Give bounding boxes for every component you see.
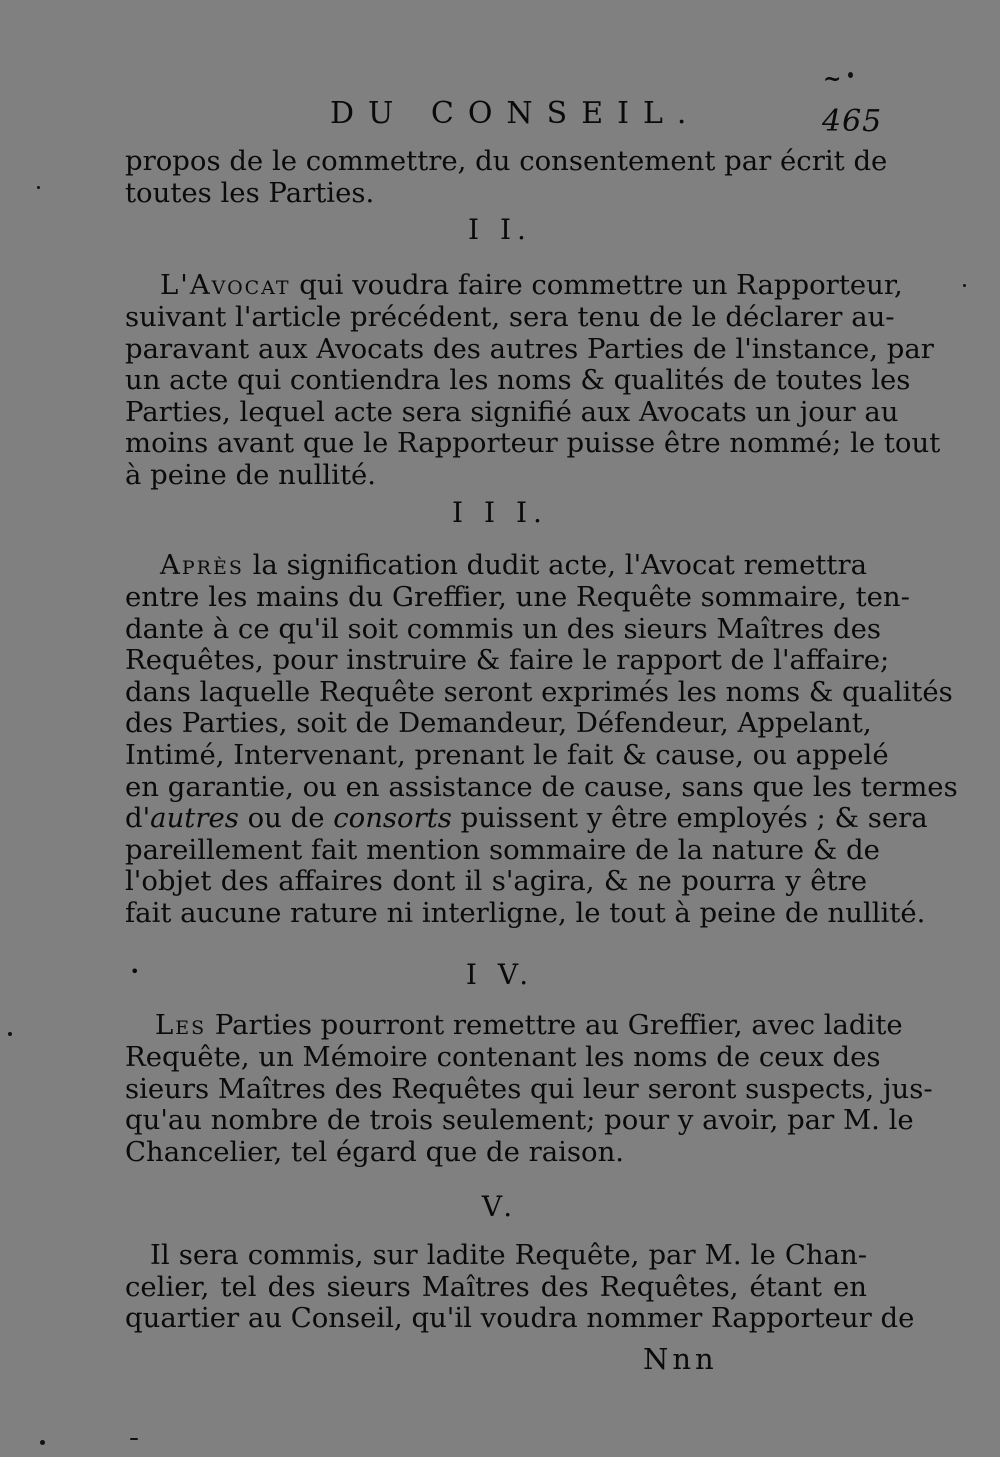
text-line: paravant aux Avocats des autres Parties de l'instance, par (125, 332, 934, 365)
article-paragraph-body (125, 581, 958, 930)
scan-speck (40, 1440, 45, 1445)
text-line: à peine de nullité. (125, 458, 377, 491)
margin-marker: • (130, 962, 140, 981)
text-line: suivant l'article précédent, sera tenu de le déclarer au- (125, 301, 895, 333)
text-line: Parties, lequel acte sera signifié aux Avocats un jour au (125, 395, 899, 428)
article-paragraph (155, 1009, 903, 1042)
text-line: Chancelier, tel égard que de raison. (125, 1135, 625, 1168)
article-numeral: V. (481, 1190, 519, 1223)
scan-speck (8, 1032, 12, 1036)
italic-word: consorts (333, 802, 452, 835)
text-line: dante à ce qu'il soit commis un des sieurs Maîtres des (125, 612, 882, 645)
text-line-italic (125, 802, 928, 835)
scan-speck (963, 284, 966, 287)
text-fragment: d' (125, 802, 151, 835)
text-line: un acte qui contiendra les noms & qualités de toutes les (125, 364, 911, 397)
text-fragment: puissent y être employés ; & sera (451, 802, 928, 835)
text-line: quartier au Conseil, qu'il voudra nommer Rapporteur de (125, 1302, 915, 1335)
italic-word: autres (150, 802, 239, 835)
page-number: 465 (822, 104, 883, 139)
article-paragraph-body (125, 301, 941, 492)
article-paragraph (160, 550, 867, 582)
text-line: qu'au nombre de trois seulement; pour y avoir, par M. le (125, 1104, 914, 1137)
scan-speck (130, 1438, 138, 1440)
article-paragraph (160, 269, 903, 302)
text-line: propos de le commettre, du consentement par écrit de (125, 145, 888, 177)
scan-speck (848, 72, 853, 78)
text-fragment: Parties pourront remettre au Greffier, avec ladite (206, 1009, 903, 1041)
text-fragment: qui voudra faire commettre un Rapporteur, (290, 269, 903, 301)
text-line (155, 1009, 903, 1042)
article-numeral: I V. (465, 958, 535, 991)
text-line: toutes les Parties. (125, 176, 375, 209)
text-line: fait aucune rature ni interligne, le tout à peine de nullité. (125, 896, 926, 929)
text-line: pareillement fait mention sommaire de la nature & de (125, 833, 880, 866)
text-line: dans laquelle Requête seront exprimés les noms & qualités (125, 675, 953, 708)
lead-word: Après (160, 549, 244, 581)
scan-speck (37, 186, 40, 189)
text-line (160, 550, 867, 582)
text-fragment: la signification dudit acte, l'Avocat remettra (243, 549, 867, 581)
text-line: Requêtes, pour instruire & faire le rapport de l'affaire; (125, 644, 890, 677)
text-line: Requête, un Mémoire contenant les noms de ceux des (125, 1041, 881, 1073)
lead-word: L'Avocat (160, 269, 291, 301)
text-line: des Parties, soit de Demandeur, Défendeur, Appelant, (125, 707, 872, 740)
text-line: entre les mains du Greffier, une Requête sommaire, ten- (125, 581, 910, 613)
article-paragraph (125, 1239, 915, 1335)
article-numeral: I I I. (452, 496, 548, 529)
lead-word: Les (155, 1009, 207, 1041)
text-line: Il sera commis, sur ladite Requête, par M. le Chan- (150, 1239, 867, 1271)
article-paragraph-body (125, 1041, 933, 1168)
text-line: celier, tel des sieurs Maîtres des Requêtes, étant en (125, 1270, 867, 1303)
text-line: en garantie, ou en assistance de cause, sans que les termes (125, 770, 958, 803)
text-line (160, 269, 903, 302)
text-line: moins avant que le Rapporteur puisse être nommé; le tout (125, 427, 941, 460)
text-line: Intimé, Intervenant, prenant le fait & cause, ou appelé (125, 738, 889, 771)
text-line: l'objet des affaires dont il s'agira, & ne pourra y être (125, 865, 867, 898)
running-title: DU CONSEIL. (330, 96, 701, 131)
article-numeral: I I. (468, 213, 532, 246)
catchword: Nnn (643, 1342, 718, 1376)
corner-mark: ~ (823, 66, 842, 92)
text-line: sieurs Maîtres des Requêtes qui leur seront suspects, jus- (125, 1072, 933, 1105)
intro-paragraph (125, 145, 888, 209)
text-fragment: ou de (238, 802, 334, 835)
